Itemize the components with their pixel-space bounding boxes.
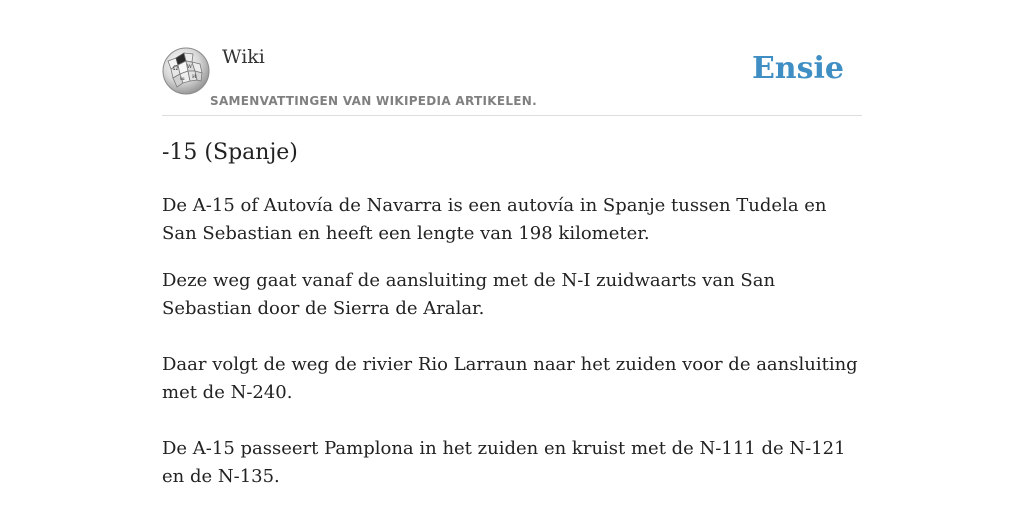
brand-logo-link[interactable]: Ensie bbox=[751, 51, 844, 86]
svg-text:ɯ: ɯ bbox=[180, 76, 185, 82]
site-header bbox=[162, 0, 862, 116]
article-paragraph: Daar volgt de weg de rivier Rio Larraun naar het zuiden voor de aansluiting met de N-240. bbox=[162, 354, 858, 403]
svg-text:Ω: Ω bbox=[173, 65, 178, 72]
site-tagline: SAMENVATTINGEN VAN WIKIPEDIA ARTIKELEN. bbox=[210, 94, 537, 108]
site-name[interactable]: Wiki bbox=[222, 46, 265, 68]
article-title: -15 (Spanje) bbox=[162, 140, 298, 165]
article-paragraph: De A-15 of Autovía de Navarra is een autovía in Spanje tussen Tudela en San Sebastian en heeft een lengte van 198 kilometer. bbox=[162, 195, 827, 244]
svg-text:И: И bbox=[192, 74, 197, 80]
wikipedia-globe-icon[interactable] bbox=[162, 47, 210, 95]
page-container bbox=[162, 0, 862, 512]
article-paragraph: De A-15 passeert Pamplona in het zuiden en kruist met de N-111 de N-121 en de N-135. bbox=[162, 438, 846, 487]
article-paragraph: Deze weg gaat vanaf de aansluiting met de N-I zuidwaarts van San Sebastian door de Sierra de Aralar. bbox=[162, 270, 776, 319]
svg-text:W: W bbox=[187, 64, 193, 70]
